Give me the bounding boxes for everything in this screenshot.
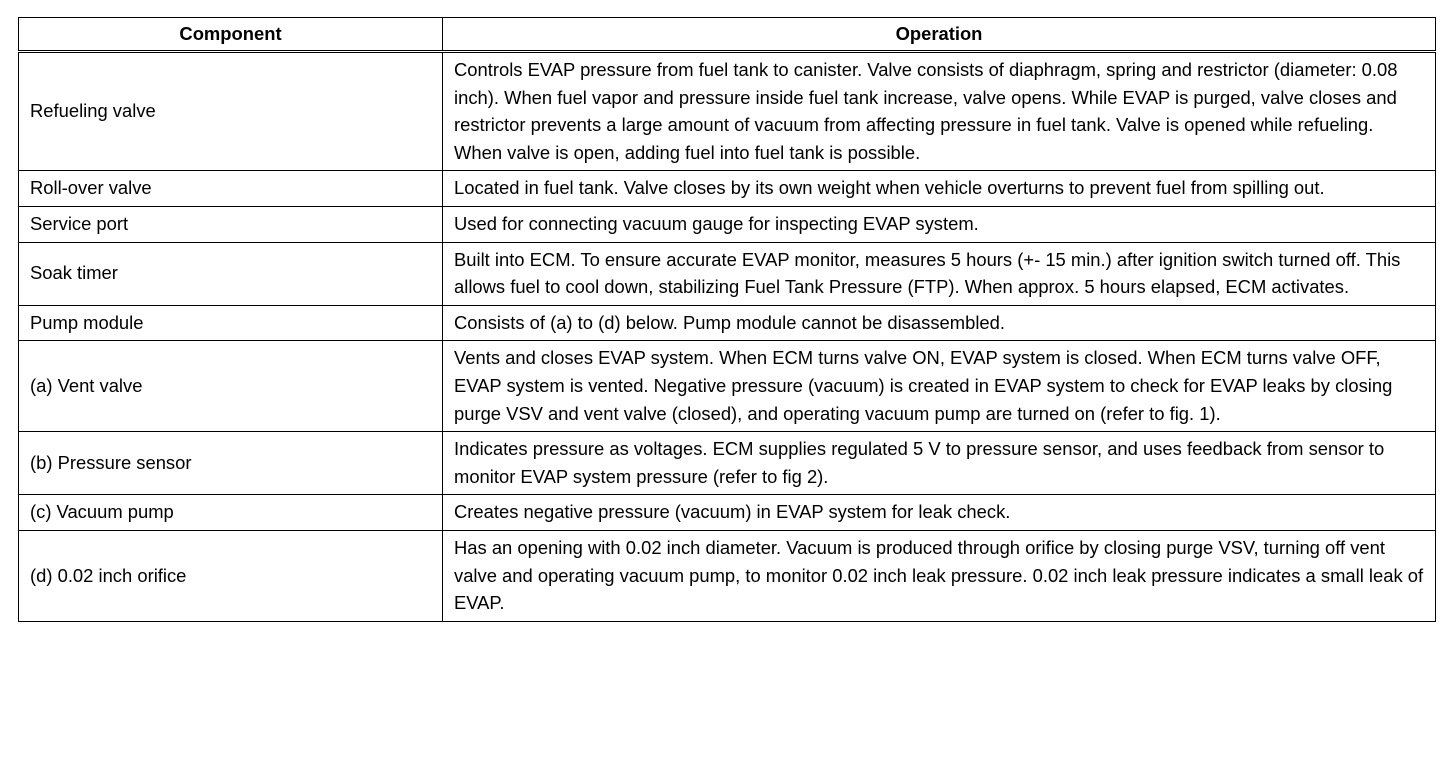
operation-cell: Controls EVAP pressure from fuel tank to canister. Valve consists of diaphragm, spring and restrictor (diameter: 0.08 inch). When fuel vapor and pressure inside fuel tank increase, valve opens. While EVAP is purged, valve closes and restrictor prevents a large amount of vacuum from affecting pressure in fuel tank. Valve is opened while refueling. When valve is open, adding fuel into fuel tank is possible.: [443, 52, 1436, 171]
component-cell: Soak timer: [19, 242, 443, 305]
operation-cell: Located in fuel tank. Valve closes by its own weight when vehicle overturns to prevent fuel from spilling out.: [443, 171, 1436, 207]
operation-cell: Has an opening with 0.02 inch diameter. Vacuum is produced through orifice by closing purge VSV, turning off vent valve and operating vacuum pump, to monitor 0.02 inch leak pressure. 0.02 inch leak pressure indicates a small leak of EVAP.: [443, 530, 1436, 621]
operation-cell: Indicates pressure as voltages. ECM supplies regulated 5 V to pressure sensor, and uses feedback from sensor to monitor EVAP system pressure (refer to fig 2).: [443, 432, 1436, 495]
operation-cell: Built into ECM. To ensure accurate EVAP monitor, measures 5 hours (+- 15 min.) after ignition switch turned off. This allows fuel to cool down, stabilizing Fuel Tank Pressure (FTP). When approx. 5 hours elapsed, ECM activates.: [443, 242, 1436, 305]
component-cell: (a) Vent valve: [19, 341, 443, 432]
table-row: [19, 341, 1436, 432]
component-cell: Pump module: [19, 305, 443, 341]
component-cell: (c) Vacuum pump: [19, 495, 443, 531]
table-row: [19, 432, 1436, 495]
operation-cell: Vents and closes EVAP system. When ECM turns valve ON, EVAP system is closed. When ECM turns valve OFF, EVAP system is vented. Negative pressure (vacuum) is created in EVAP system to check for EVAP leaks by closing purge VSV and vent valve (closed), and operating vacuum pump are turned on (refer to fig. 1).: [443, 341, 1436, 432]
component-cell: (d) 0.02 inch orifice: [19, 530, 443, 621]
component-cell: Service port: [19, 206, 443, 242]
table-header-row: [19, 18, 1436, 52]
evap-components-table-wrapper: [18, 17, 1435, 622]
evap-components-table: [18, 17, 1436, 622]
operation-column-header: Operation: [443, 18, 1436, 52]
table-row: [19, 530, 1436, 621]
component-cell: Refueling valve: [19, 52, 443, 171]
operation-cell: Creates negative pressure (vacuum) in EVAP system for leak check.: [443, 495, 1436, 531]
table-row: [19, 171, 1436, 207]
table-row: [19, 495, 1436, 531]
component-column-header: Component: [19, 18, 443, 52]
table-row: [19, 206, 1436, 242]
table-row: [19, 242, 1436, 305]
component-cell: Roll-over valve: [19, 171, 443, 207]
operation-cell: Used for connecting vacuum gauge for inspecting EVAP system.: [443, 206, 1436, 242]
table-row: [19, 305, 1436, 341]
table-row: [19, 52, 1436, 171]
component-cell: (b) Pressure sensor: [19, 432, 443, 495]
operation-cell: Consists of (a) to (d) below. Pump module cannot be disassembled.: [443, 305, 1436, 341]
